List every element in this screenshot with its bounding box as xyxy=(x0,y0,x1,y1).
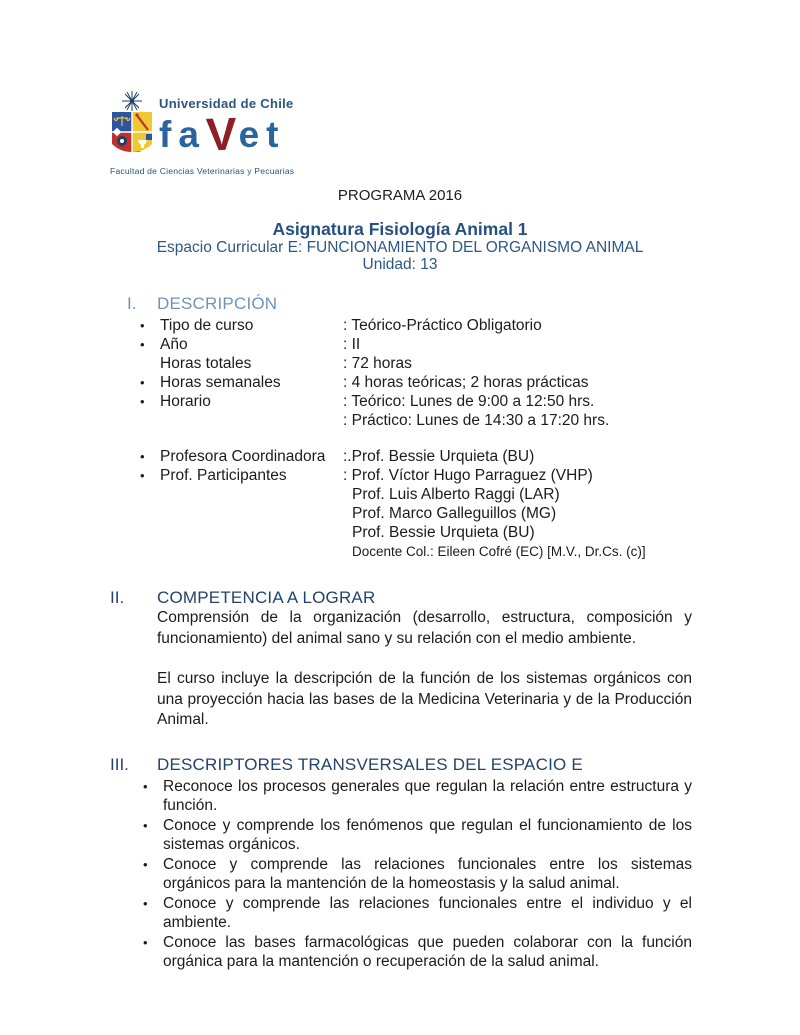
bullet-icon: • xyxy=(140,337,145,352)
section-numeral: I. xyxy=(127,294,137,313)
unit-line: Unidad: 13 xyxy=(362,256,438,273)
staff-row xyxy=(140,466,800,485)
favet-wordmark xyxy=(159,107,294,163)
info-label: Año xyxy=(160,336,188,353)
info-value: : II xyxy=(343,336,361,353)
bullet-icon: • xyxy=(143,778,148,794)
favet-wordmark-et: et xyxy=(238,114,286,155)
bullet-icon: • xyxy=(140,449,145,464)
info-label: Horas totales xyxy=(160,355,252,372)
course-info-list xyxy=(0,316,800,430)
bullet-icon: • xyxy=(140,394,145,409)
bullet-icon xyxy=(140,542,160,561)
staff-row xyxy=(140,523,800,542)
staff-value: Prof. Luis Alberto Raggi (LAR) xyxy=(352,486,560,503)
course-info-row xyxy=(140,354,800,373)
staff-value: Prof. Marco Galleguillos (MG) xyxy=(352,505,557,522)
staff-value: : Prof. Víctor Hugo Parraguez (VHP) xyxy=(343,467,593,484)
info-label: Horas semanales xyxy=(160,374,281,391)
info-value: : 4 horas teóricas; 2 horas prácticas xyxy=(343,374,589,391)
bullet-icon: • xyxy=(140,468,145,483)
staff-value: :.Prof. Bessie Urquieta (BU) xyxy=(343,448,535,465)
staff-label xyxy=(160,485,343,504)
competencia-paragraphs xyxy=(0,608,800,731)
bullet-icon xyxy=(140,485,160,504)
section-title: DESCRIPCIÓN xyxy=(157,294,278,313)
section-competencia xyxy=(0,588,800,731)
section-competencia-heading xyxy=(110,588,800,607)
section-numeral: III. xyxy=(110,754,129,774)
descriptores-bullet-list xyxy=(0,777,800,972)
bullet-icon: • xyxy=(143,856,148,872)
faculty-name: Facultad de Ciencias Veterinarias y Pecuarias xyxy=(110,166,295,176)
bullet-item xyxy=(143,816,692,855)
university-crest-icon xyxy=(110,90,154,154)
info-value: : Teórico: Lunes de 9:00 a 12:50 hrs. xyxy=(343,393,595,410)
bullet-icon: • xyxy=(143,895,148,911)
bullet-icon: • xyxy=(140,318,145,333)
university-name: Universidad de Chile xyxy=(159,96,294,111)
section-descripcion-heading xyxy=(110,294,800,313)
bullet-text: Conoce las bases farmacológicas que pueden colaborar con la función orgánica para la mantención o recuperación de la salud animal. xyxy=(163,933,692,970)
bullet-icon xyxy=(140,504,160,523)
bullet-icon: • xyxy=(140,375,145,390)
course-info-row xyxy=(140,335,800,354)
bullet-text: Conoce y comprende las relaciones funcionales entre el individuo y el ambiente. xyxy=(163,894,692,931)
bullet-icon: • xyxy=(143,817,148,833)
course-info-row xyxy=(140,316,800,335)
staff-row xyxy=(140,485,800,504)
bullet-item xyxy=(143,777,692,816)
program-year-line: PROGRAMA 2016 xyxy=(337,187,463,204)
staff-label xyxy=(160,542,343,561)
staff-row xyxy=(140,542,800,561)
section-numeral: II. xyxy=(110,588,125,607)
bullet-text: Conoce y comprende las relaciones funcionales entre los sistemas orgánicos para la mantención de la homeostasis y la salud animal. xyxy=(163,855,692,892)
info-label: Tipo de curso xyxy=(160,317,254,334)
section-title: DESCRIPTORES TRANSVERSALES DEL ESPACIO E xyxy=(157,754,583,774)
bullet-icon: • xyxy=(143,934,148,950)
course-info-row xyxy=(140,411,800,430)
bullet-text: Conoce y comprende los fenómenos que regulan el funcionamiento de los sistemas orgánicos. xyxy=(163,816,692,853)
staff-value: Docente Col.: Eileen Cofré (EC) [M.V., Dr.Cs. (c)] xyxy=(352,544,646,559)
staff-row xyxy=(140,504,800,523)
bullet-text: Reconoce los procesos generales que regulan la relación entre estructura y función. xyxy=(163,777,692,814)
info-value: : 72 horas xyxy=(343,355,412,372)
staff-label xyxy=(160,504,343,523)
info-value: : Práctico: Lunes de 14:30 a 17:20 hrs. xyxy=(343,412,610,429)
bullet-item xyxy=(143,933,692,972)
section-descripcion xyxy=(0,294,800,561)
staff-list xyxy=(0,447,800,561)
bullet-icon xyxy=(140,354,160,373)
bullet-item xyxy=(143,894,692,933)
staff-label xyxy=(160,523,343,542)
bullet-item xyxy=(143,855,692,894)
section-descriptores-heading xyxy=(110,755,800,774)
section-title: COMPETENCIA A LOGRAR xyxy=(157,588,376,607)
course-info-row xyxy=(140,373,800,392)
staff-label: Prof. Participantes xyxy=(160,467,287,484)
course-info-row xyxy=(140,392,800,411)
info-value: : Teórico-Práctico Obligatorio xyxy=(343,317,542,334)
section-descriptores xyxy=(0,755,800,972)
body-paragraph: El curso incluye la descripción de la función de los sistemas orgánicos con una proyección hacia las bases de la Medicina Veterinaria y de la Producción Animal. xyxy=(157,670,692,728)
staff-label: Profesora Coordinadora xyxy=(160,448,326,465)
info-label xyxy=(160,411,343,430)
favet-wordmark-fa: fa xyxy=(159,114,206,155)
favet-wordmark-v: V xyxy=(205,107,240,161)
course-title: Asignatura Fisiología Animal 1 xyxy=(272,219,528,239)
curricular-space-line: Espacio Curricular E: FUNCIONAMIENTO DEL ORGANISMO ANIMAL xyxy=(156,239,644,256)
info-label: Horario xyxy=(160,393,211,410)
bullet-icon xyxy=(140,411,160,430)
staff-row xyxy=(140,447,800,466)
staff-value: Prof. Bessie Urquieta (BU) xyxy=(352,524,535,541)
title-block xyxy=(0,219,800,273)
favet-logo xyxy=(110,0,320,176)
bullet-icon xyxy=(140,523,160,542)
body-paragraph: Comprensión de la organización (desarrollo, estructura, composición y funcionamiento) del animal sano y su relación con el medio ambiente. xyxy=(157,609,692,647)
